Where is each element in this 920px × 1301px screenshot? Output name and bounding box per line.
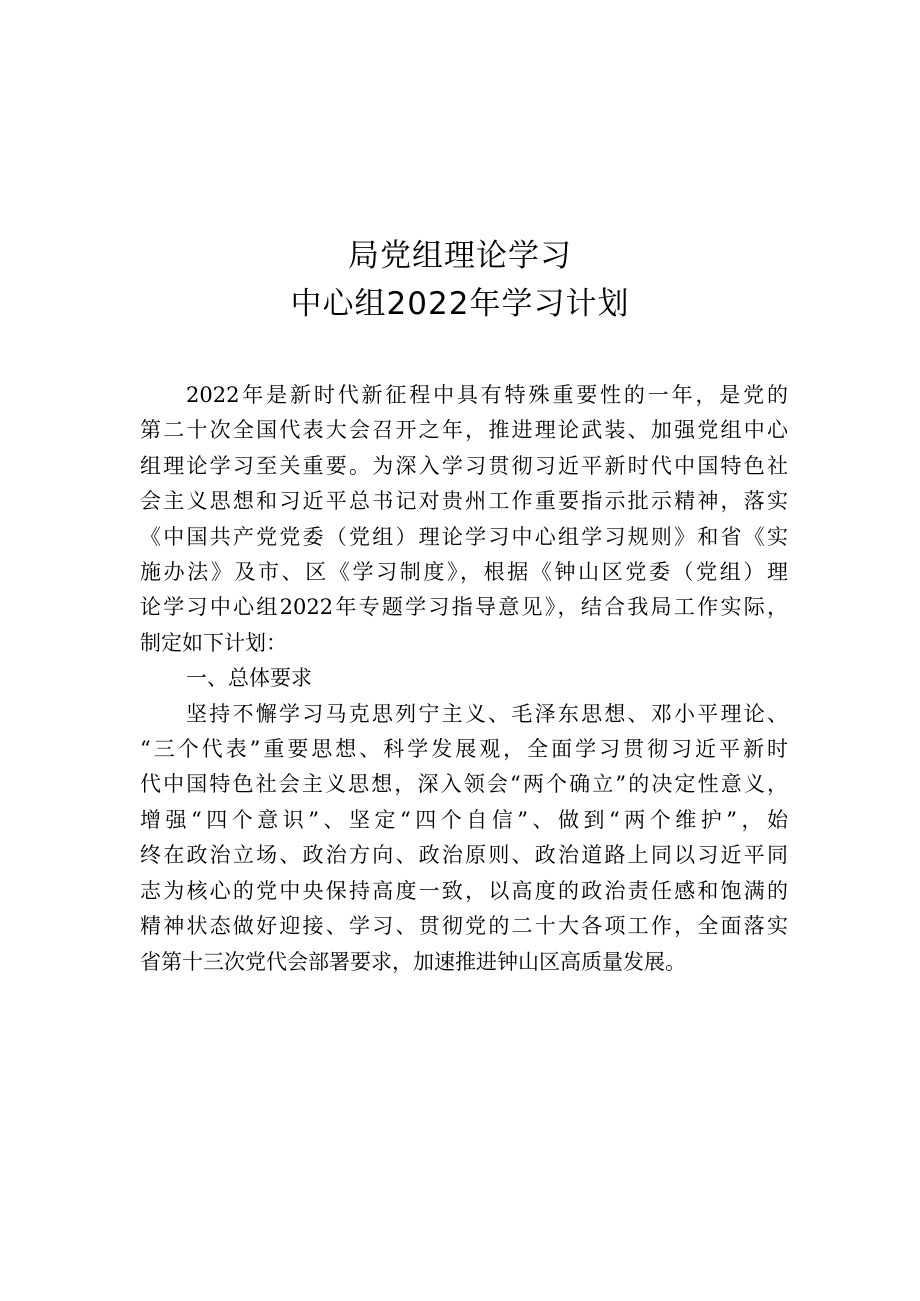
intro-paragraph-line: 2022年是新时代新征程中具有特殊重要性的一年，是党的 xyxy=(186,383,788,407)
section-heading: 一、总体要求 xyxy=(186,666,312,691)
intro-paragraph-line: 施办法》及市、区《学习制度》，根据《钟山区党委（党组）理 xyxy=(140,560,788,585)
intro-paragraph-line: 第二十次全国代表大会召开之年，推进理论武装、加强党组中心 xyxy=(140,418,788,443)
section-paragraph-line: 增强“四个意识”、坚定“四个自信”、做到“两个维护”，始 xyxy=(140,807,788,832)
section-paragraph-line: “三个代表”重要思想、科学发展观，全面学习贯彻习近平新时 xyxy=(140,737,788,762)
section-paragraph-line: 志为核心的党中央保持高度一致，以高度的政治责任感和饱满的 xyxy=(140,878,788,903)
section-paragraph-line: 坚持不懈学习马克思列宁主义、毛泽东思想、邓小平理论、 xyxy=(186,701,788,726)
document-title-line-1: 局党组理论学习 xyxy=(348,238,572,274)
intro-paragraph-line: 组理论学习至关重要。为深入学习贯彻习近平新时代中国特色社 xyxy=(140,453,788,478)
document-title-line-2: 中心组2022年学习计划 xyxy=(290,286,630,322)
intro-paragraph-line: 会主义思想和习近平总书记对贵州工作重要指示批示精神，落实 xyxy=(140,489,788,514)
intro-paragraph-line: 论学习中心组2022年专题学习指导意见》，结合我局工作实际， xyxy=(140,595,788,620)
intro-paragraph-line: 制定如下计划： xyxy=(140,630,287,655)
section-paragraph-line: 代中国特色社会主义思想，深入领会“两个确立”的决定性意义， xyxy=(140,772,788,797)
section-paragraph-line: 省第十三次党代会部署要求，加速推进钟山区高质量发展。 xyxy=(140,949,686,974)
section-paragraph-line: 终在政治立场、政治方向、政治原则、政治道路上同以习近平同 xyxy=(140,843,788,868)
section-paragraph-line: 精神状态做好迎接、学习、贯彻党的二十大各项工作，全面落实 xyxy=(140,914,788,939)
intro-paragraph-line: 《中国共产党党委（党组）理论学习中心组学习规则》和省《实 xyxy=(140,524,788,549)
document-body xyxy=(140,378,788,980)
